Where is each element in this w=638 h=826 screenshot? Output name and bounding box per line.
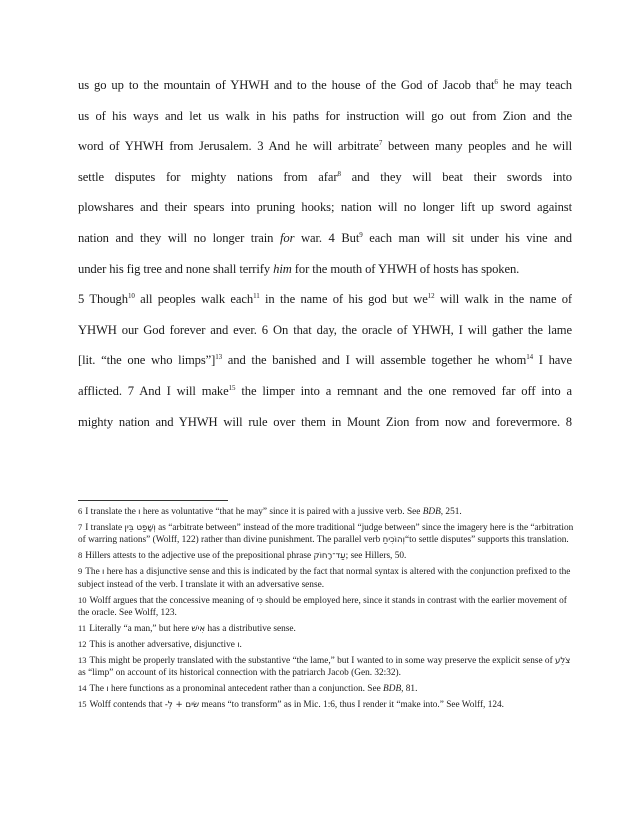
footnote-ref[interactable]: 9 <box>359 230 363 239</box>
footnote: 11 Literally “a man,” but here אִישׁ has a distributive sense. <box>78 622 296 634</box>
footnote-ref[interactable]: 12 <box>427 292 435 301</box>
text-line: mighty nation and YHWH will rule over them in Mount Zion from now and forevermore. 8 <box>78 414 572 429</box>
footnote: 6 I translate the ו here as voluntative “that he may” since it is paired with a jussive verb. See BDB, 251. <box>78 506 462 517</box>
footnote-ref[interactable]: 10 <box>127 292 135 301</box>
text-line: plowshares and their spears into pruning hooks; nation will no longer lift up sword against <box>78 200 572 215</box>
text-line: nation and they will no longer train for war. 4 But$^9$ each man will sit under his vine and <box>78 230 572 245</box>
footnote: 12 This is another adversative, disjunctive ו. <box>78 638 242 650</box>
footnote-ref[interactable]: 6 <box>494 78 498 86</box>
text-line: YHWH our God forever and ever. 6 On that day, the oracle of YHWH, I will gather the lame <box>78 322 572 337</box>
footnote-ref[interactable]: 14 <box>526 353 534 362</box>
text-line: us go up to the mountain of YHWH and to the house of the God of Jacob that$^6$ he may teach <box>78 78 572 92</box>
footnote: 8 Hillers attests to the adjective use of the prepositional phrase עַד־רָחוֹק; see Hillers, 50. <box>78 550 407 562</box>
text-line: settle disputes for mighty nations from afar$^8$ and they will beat their swords into <box>78 169 572 184</box>
emphasis: for <box>279 230 295 245</box>
footnote: 14 The ו here functions as a pronominal antecedent rather than a conjunction. See BDB, 81. <box>78 683 418 695</box>
emphasis: him <box>273 261 292 276</box>
footnote-ref[interactable]: 13 <box>215 353 223 362</box>
footnote: 9 The ו here has a disjunctive sense and this is indicated by the fact that normal syntax is altered with the conjunction prefixed to the subject instead of the verb. I translate it with an adversative sense. <box>78 566 571 590</box>
text-line: afflicted. 7 And I will make$^{15}$ the limper into a remnant and the one removed far off into a <box>78 383 572 398</box>
text-line: [lit. “the one who limps”]$^{13}$ and the banished and I will assemble together he whom$^{14}$ I have <box>78 353 572 368</box>
text-line: word of YHWH from Jerusalem. 3 And he will arbitrate$^7$ between many peoples and he will <box>78 139 572 154</box>
footnote: 15 Wolff contends that שׂים + לְ- means “to transform” as in Mic. 1:6, thus I render it “make into.” See Wolff, 124. <box>78 699 504 711</box>
footnote-ref[interactable]: 7 <box>378 139 383 148</box>
main-text <box>78 70 572 437</box>
footnote-ref[interactable]: 8 <box>337 169 341 178</box>
footnote-ref[interactable]: 11 <box>253 292 260 301</box>
text-line: us of his ways and let us walk in his paths for instruction will go out from Zion and the <box>78 108 572 123</box>
text-line: 5 Though$^{10}$ all peoples walk each$^{11}$ in the name of his god but $we^{12}$ will walk in the name of <box>78 292 572 307</box>
footnote: 13 This might be properly translated with the substantive “the lame,” but I wanted to in some way preserve the explicit sense of צֹלֵע as “limp” on account of its historical connection with the patriarch Jacob (Gen. 32:32). <box>78 654 571 679</box>
footnotes <box>78 505 578 714</box>
footnote-ref[interactable]: 15 <box>228 383 236 392</box>
text-line: under his fig tree and none shall terrify him for the mouth of YHWH of hosts has spoken. <box>78 261 520 276</box>
footnote: 7 I translate וְשָׁפַט בֵּין as “arbitrate between” instead of the more traditional “judge between” since the imagery here is the “arbitration of warring nations” (Wolff, 122) rather than divine punishment. The parallel verb וְהוֹכִיחַ“to settle disputes” supports this translation. <box>78 521 574 546</box>
footnote-separator <box>78 500 228 501</box>
footnote: 10 Wolff argues that the concessive meaning of כִּי should be employed here, since it stands in contrast with the earlier movement of the oracle. See Wolff, 123. <box>78 594 567 619</box>
